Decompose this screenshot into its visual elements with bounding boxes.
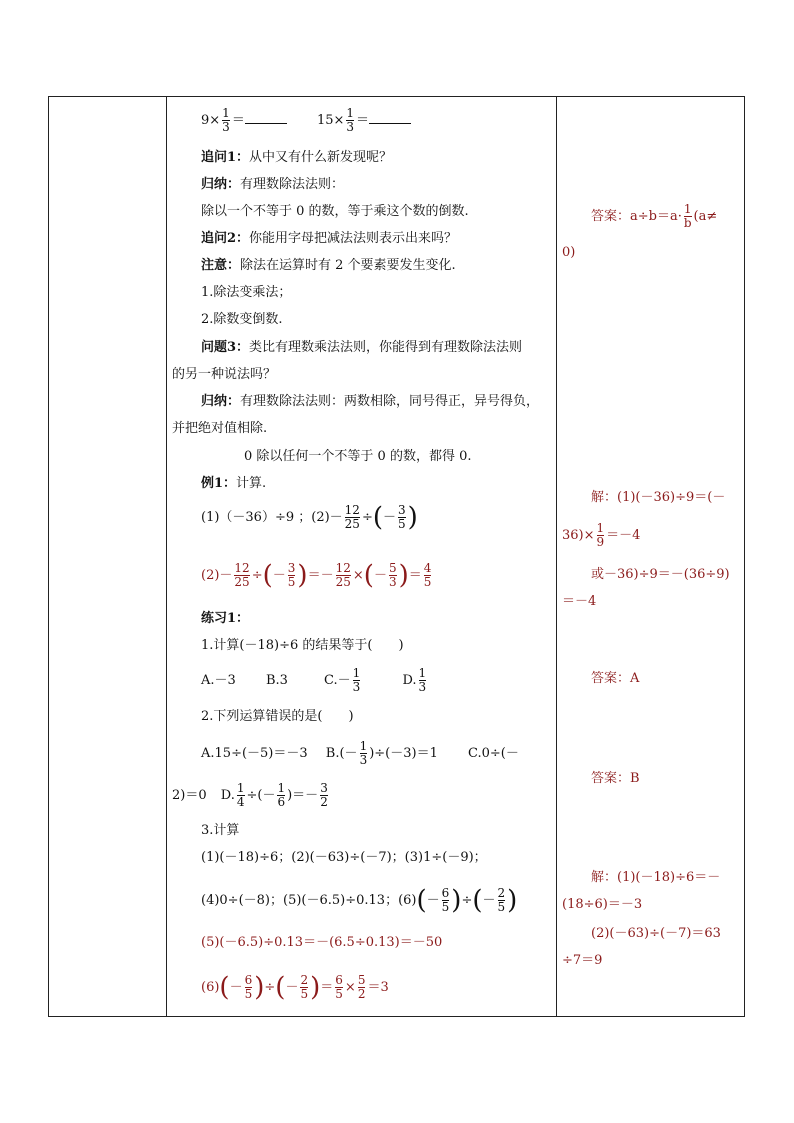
answer-5-line-2: (18÷6)＝－3 <box>562 897 643 912</box>
fraction: $\frac{2}{5}$ <box>300 973 309 1001</box>
fraction: $\frac{12}{25}$ <box>234 561 250 589</box>
fraction: $\frac{3}{5}$ <box>287 561 296 589</box>
answer-1: 答案：a÷b＝a· $\frac{1}{b}$ (a≠ <box>591 202 718 230</box>
fraction: $\frac{1}{9}$ <box>596 521 605 549</box>
practice-q3: 3.计算 <box>201 823 240 838</box>
answer-blank <box>369 111 411 124</box>
answer-1-cont: 0) <box>562 245 576 260</box>
fraction: $\frac{3}{2}$ <box>320 781 328 809</box>
question-3-cont: 的另一种说法吗？ <box>172 367 277 382</box>
practice-q2-options-cont: 2)＝0 D. $\frac{1}{4}$ ÷(－ $\frac{1}{6}$ )＝－ $\frac{3}{2}$ <box>172 781 328 809</box>
follow-up-2: 追问2：你能用字母把减法法则表示出来吗？ <box>201 231 458 246</box>
fraction: $\frac{1}{6}$ <box>277 781 286 809</box>
practice-q3-line-1: (1)(－18)÷6；(2)(－63)÷(－7)；(3)1÷(－9)； <box>201 850 487 865</box>
answer-2-line-1: 解：(1)(－36)÷9＝(－ <box>591 490 726 505</box>
summary-1: 归纳：有理数除法法则： <box>201 177 345 192</box>
fraction: $\frac{4}{5}$ <box>423 561 432 589</box>
answer-4: 答案：B <box>591 771 640 786</box>
formula-line-1: 9× $\frac{1}{3}$ ＝ 15× $\frac{1}{3}$ ＝ <box>201 107 411 134</box>
answer-3: 答案：A <box>591 671 640 686</box>
fraction: $\frac{5}{2}$ <box>357 973 366 1001</box>
fraction: $\frac{6}{5}$ <box>441 886 450 914</box>
fraction: $\frac{5}{3}$ <box>388 561 397 589</box>
follow-up-1: 追问1：从中又有什么新发现呢？ <box>201 150 393 165</box>
practice-q3-line-2: (4)0÷(－8)；(5)(－6.5)÷0.13；(6)(－ $\frac{6}{5}$ )÷(－ $\frac{2}{5}$ ) <box>201 885 518 916</box>
answer-blank <box>245 111 287 124</box>
practice-q1: 1.计算(－18)÷6 的结果等于( ) <box>201 638 404 653</box>
fraction: $\frac{6}{5}$ <box>335 973 343 1001</box>
column-divider-right <box>556 96 557 1017</box>
fraction: $\frac{1}{3}$ <box>418 666 427 694</box>
summary-2-cont: 并把绝对值相除. <box>172 421 268 436</box>
fraction: $\frac{1}{b}$ <box>683 202 692 230</box>
question-3: 问题3：类比有理数乘法法则，你能得到有理数除法法则 <box>201 340 523 355</box>
fraction: $\frac{12}{25}$ <box>335 561 351 589</box>
fraction: $\frac{1}{4}$ <box>236 781 245 809</box>
step-1: 1.除法变乘法； <box>201 285 292 300</box>
practice-1: 练习1： <box>201 611 250 626</box>
fraction: $\frac{6}{5}$ <box>244 973 253 1001</box>
practice-q1-options: A.－3 B.3 C.－ $\frac{1}{3}$ D. $\frac{1}{3}$ <box>201 666 427 694</box>
practice-q3-solution-5: (5)(－6.5)÷0.13＝－(6.5÷0.13)＝－50 <box>201 935 443 950</box>
fraction: $\frac{2}{5}$ <box>497 886 506 914</box>
example-1-question: (1)（－36）÷9 ；(2)－ $\frac{12}{25}$ ÷(－ $\frac{3}{5}$ ) <box>201 502 418 533</box>
fraction: $\frac{1}{3}$ <box>346 106 355 134</box>
answer-5-line-4: ÷7＝9 <box>562 953 603 968</box>
answer-5-line-1: 解：(1)(－18)÷6＝－ <box>591 870 721 885</box>
answer-5-line-3: (2)(－63)÷(－7)＝63 <box>591 926 721 941</box>
step-2: 2.除数变倒数. <box>201 312 283 327</box>
answer-2-line-2: 36)× $\frac{1}{9}$ ＝－4 <box>562 521 641 549</box>
column-divider-left <box>166 96 167 1017</box>
fraction: $\frac{1}{3}$ <box>359 739 368 767</box>
example-1: 例1：计算. <box>201 476 267 491</box>
answer-2-line-4: ＝－4 <box>562 594 597 609</box>
example-1-solution: (2)－ $\frac{12}{25}$ ÷(－ $\frac{3}{5}$ )＝－ $\frac{12}{25}$ ×(－ $\frac{5}{3}$ )＝ $\frac{4}{5}$ <box>201 560 432 591</box>
note-line: 注意：除法在运算时有 2 个要素要发生变化. <box>201 258 456 273</box>
answer-2-line-3: 或－36)÷9＝－(36÷9) <box>591 567 730 582</box>
zero-rule: 0 除以任何一个不等于 0 的数，都得 0. <box>244 449 472 464</box>
fraction: $\frac{12}{25}$ <box>344 503 360 531</box>
rule-line: 除以一个不等于 0 的数，等于乘这个数的倒数. <box>201 204 469 219</box>
fraction: $\frac{3}{5}$ <box>398 503 406 531</box>
summary-2: 归纳：有理数除法法则：两数相除，同号得正，异号得负， <box>201 394 540 409</box>
fraction: $\frac{1}{3}$ <box>352 666 361 694</box>
practice-q2: 2.下列运算错误的是( ) <box>201 709 354 724</box>
practice-q2-options: A.15÷(－5)＝－3 B.(－ $\frac{1}{3}$ )÷(－3)＝1 C.0÷(－ <box>201 739 519 767</box>
practice-q3-solution-6: (6)(－ $\frac{6}{5}$ )÷(－ $\frac{2}{5}$ )＝ $\frac{6}{5}$ × $\frac{5}{2}$ ＝3 <box>201 972 389 1003</box>
fraction: $\frac{1}{3}$ <box>222 106 230 134</box>
